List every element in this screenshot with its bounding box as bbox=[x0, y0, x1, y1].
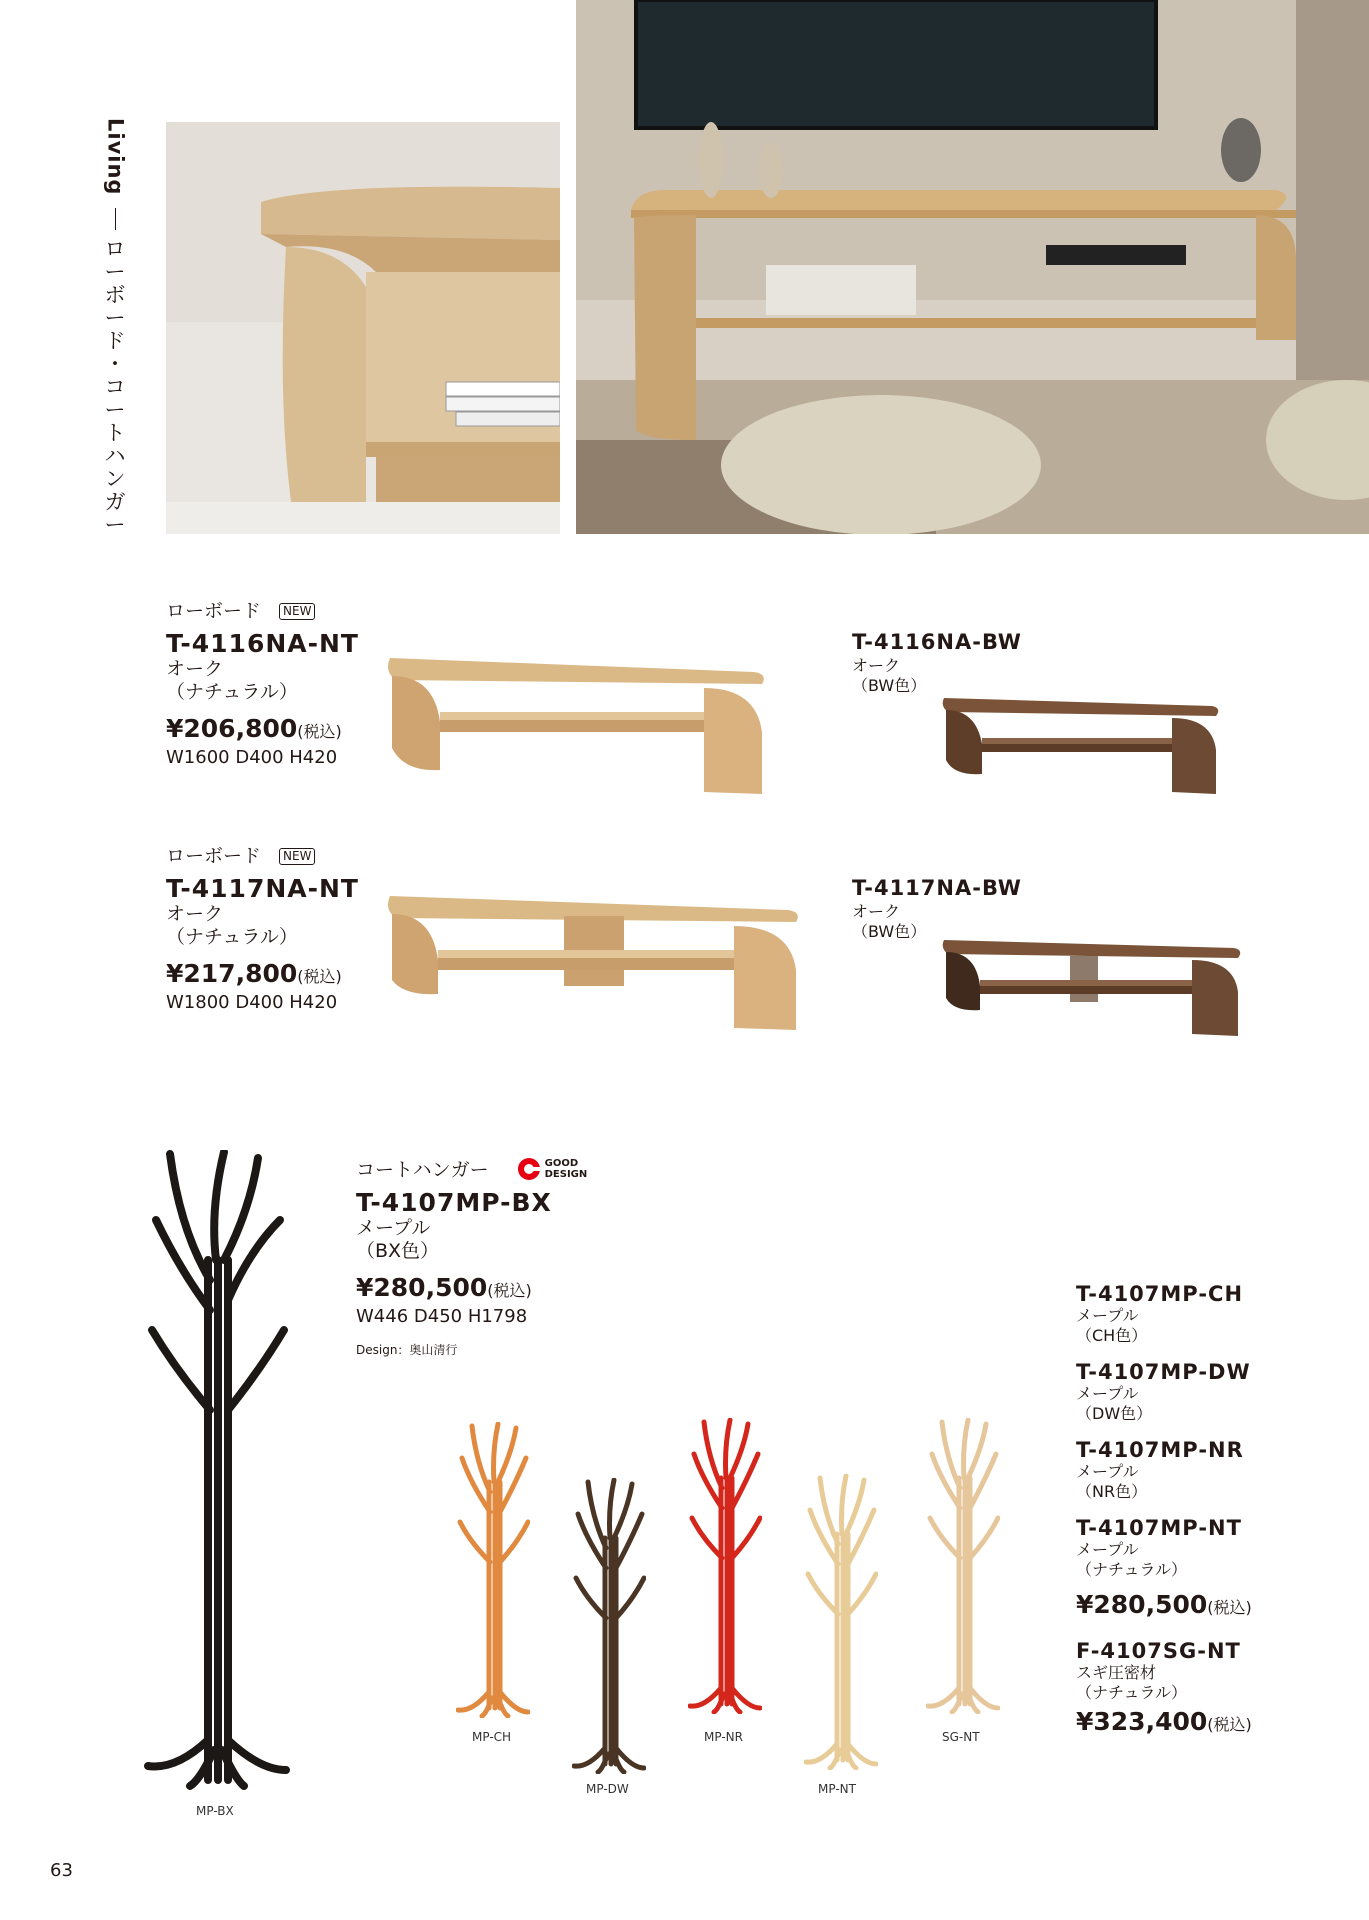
section-title-char: ー bbox=[104, 260, 126, 285]
good-design-icon bbox=[517, 1157, 541, 1181]
product-dimensions: W446 D450 H1798 bbox=[356, 1306, 528, 1327]
variant-color: （DW色） bbox=[1076, 1404, 1153, 1423]
new-badge: NEW bbox=[279, 603, 315, 620]
section-title-char: ー bbox=[104, 306, 126, 331]
hanger-bx-image bbox=[140, 1150, 290, 1790]
variant-color: （BW色） bbox=[852, 676, 927, 695]
caption-mp-bx: MP-BX bbox=[196, 1804, 234, 1818]
hanger-nr-image bbox=[688, 1418, 762, 1714]
product-price: ¥217,800 bbox=[166, 959, 298, 988]
variant-material: メープル bbox=[1076, 1462, 1139, 1481]
section-title-char: ロ bbox=[104, 237, 126, 262]
page-number: 63 bbox=[50, 1860, 73, 1881]
caption-mp-dw: MP-DW bbox=[586, 1782, 629, 1796]
caption-sg-nt: SG-NT bbox=[942, 1730, 980, 1744]
variant-material: オーク bbox=[852, 656, 901, 675]
lowboard-2-image bbox=[384, 890, 802, 1032]
section-category: Living bbox=[103, 118, 128, 196]
product-code: T-4116NA-NT bbox=[166, 629, 359, 658]
tax-note: (税込) bbox=[297, 722, 342, 741]
hanger-sg-image bbox=[926, 1418, 1000, 1714]
product-color: （ナチュラル） bbox=[166, 681, 298, 703]
product-color: （BX色） bbox=[356, 1240, 440, 1262]
section-title-char: ト bbox=[104, 421, 126, 446]
product-price: ¥206,800 bbox=[166, 714, 298, 743]
variant-sg bbox=[1076, 1639, 1346, 1703]
product-color: （ナチュラル） bbox=[166, 926, 298, 948]
hanger-variant-list bbox=[1076, 1282, 1346, 1736]
tax-note: (税込) bbox=[487, 1281, 532, 1300]
caption-mp-nt: MP-NT bbox=[818, 1782, 856, 1796]
hanger-ch-image bbox=[456, 1422, 530, 1718]
lowboard-2-variant bbox=[852, 876, 1052, 942]
product-code: T-4107MP-BX bbox=[356, 1188, 552, 1217]
variant-material: メープル bbox=[1076, 1384, 1139, 1403]
good-design-label: DESIGN bbox=[544, 1168, 588, 1180]
sg-price: ¥323,400 bbox=[1076, 1707, 1208, 1736]
product-category: コートハンガー bbox=[356, 1159, 489, 1181]
section-title-char: ー bbox=[104, 398, 126, 423]
variant-color: （ナチュラル） bbox=[1076, 1683, 1188, 1702]
variant-color: （NR色） bbox=[1076, 1482, 1148, 1501]
variant-nt bbox=[1076, 1516, 1346, 1580]
variant-material: メープル bbox=[1076, 1540, 1139, 1559]
section-title-char: ン bbox=[104, 467, 126, 492]
product-code: T-4117NA-NT bbox=[166, 874, 359, 903]
section-title-char: ボ bbox=[104, 283, 126, 308]
new-badge: NEW bbox=[279, 848, 315, 865]
variant-code: T-4107MP-CH bbox=[1076, 1282, 1244, 1306]
variant-color: （CH色） bbox=[1076, 1326, 1148, 1345]
designer-credit: Design：奥山清行 bbox=[356, 1343, 458, 1357]
tax-note: (税込) bbox=[297, 967, 342, 986]
product-material: オーク bbox=[166, 903, 224, 925]
variant-code: T-4116NA-BW bbox=[852, 630, 1022, 654]
variant-code: T-4107MP-NR bbox=[1076, 1438, 1244, 1462]
variant-code: T-4117NA-BW bbox=[852, 876, 1022, 900]
lowboard-1-bw-image bbox=[940, 694, 1220, 798]
section-divider bbox=[115, 208, 116, 230]
product-category: ローボード bbox=[166, 845, 262, 867]
good-design-mark bbox=[517, 1157, 588, 1181]
variants-price: ¥280,500 bbox=[1076, 1590, 1208, 1619]
detail-photo bbox=[166, 122, 560, 534]
product-dimensions: W1800 D400 H420 bbox=[166, 992, 338, 1013]
variant-nr bbox=[1076, 1438, 1346, 1502]
lowboard-1-variant bbox=[852, 630, 1052, 696]
variant-material: スギ圧密材 bbox=[1076, 1663, 1157, 1682]
section-title-char: ー bbox=[104, 513, 126, 538]
lowboard-1-image bbox=[384, 652, 766, 794]
section-side-label bbox=[102, 118, 128, 537]
lowboard-2-bw-image bbox=[940, 936, 1242, 1040]
variant-material: オーク bbox=[852, 902, 901, 921]
variant-code: T-4107MP-NT bbox=[1076, 1516, 1242, 1540]
section-title-char: コ bbox=[104, 375, 126, 400]
room-photo bbox=[576, 0, 1369, 534]
variant-dw bbox=[1076, 1360, 1346, 1424]
tax-note: (税込) bbox=[1207, 1598, 1252, 1617]
hanger-dw-image bbox=[572, 1478, 646, 1774]
variant-color: （ナチュラル） bbox=[1076, 1560, 1188, 1579]
product-price: ¥280,500 bbox=[356, 1273, 488, 1302]
lowboard-1-info bbox=[166, 596, 376, 768]
hanger-info bbox=[356, 1155, 716, 1358]
caption-mp-nr: MP-NR bbox=[704, 1730, 743, 1744]
lowboard-2-info bbox=[166, 841, 376, 1013]
hanger-nt-image bbox=[804, 1474, 878, 1770]
tax-note: (税込) bbox=[1207, 1715, 1252, 1734]
product-material: メープル bbox=[356, 1217, 431, 1239]
section-title-char: ド bbox=[104, 329, 126, 354]
product-dimensions: W1600 D400 H420 bbox=[166, 747, 338, 768]
caption-mp-ch: MP-CH bbox=[472, 1730, 512, 1744]
product-category: ローボード bbox=[166, 600, 262, 622]
good-design-label: GOOD bbox=[544, 1157, 579, 1169]
section-title-char: ハ bbox=[104, 444, 126, 469]
section-title-char: ・ bbox=[104, 352, 126, 377]
variant-code: F-4107SG-NT bbox=[1076, 1639, 1241, 1663]
section-title-char: ガ bbox=[104, 490, 126, 515]
variant-code: T-4107MP-DW bbox=[1076, 1360, 1251, 1384]
variant-ch bbox=[1076, 1282, 1346, 1346]
variant-material: メープル bbox=[1076, 1306, 1139, 1325]
product-material: オーク bbox=[166, 658, 224, 680]
variant-color: （BW色） bbox=[852, 922, 927, 941]
